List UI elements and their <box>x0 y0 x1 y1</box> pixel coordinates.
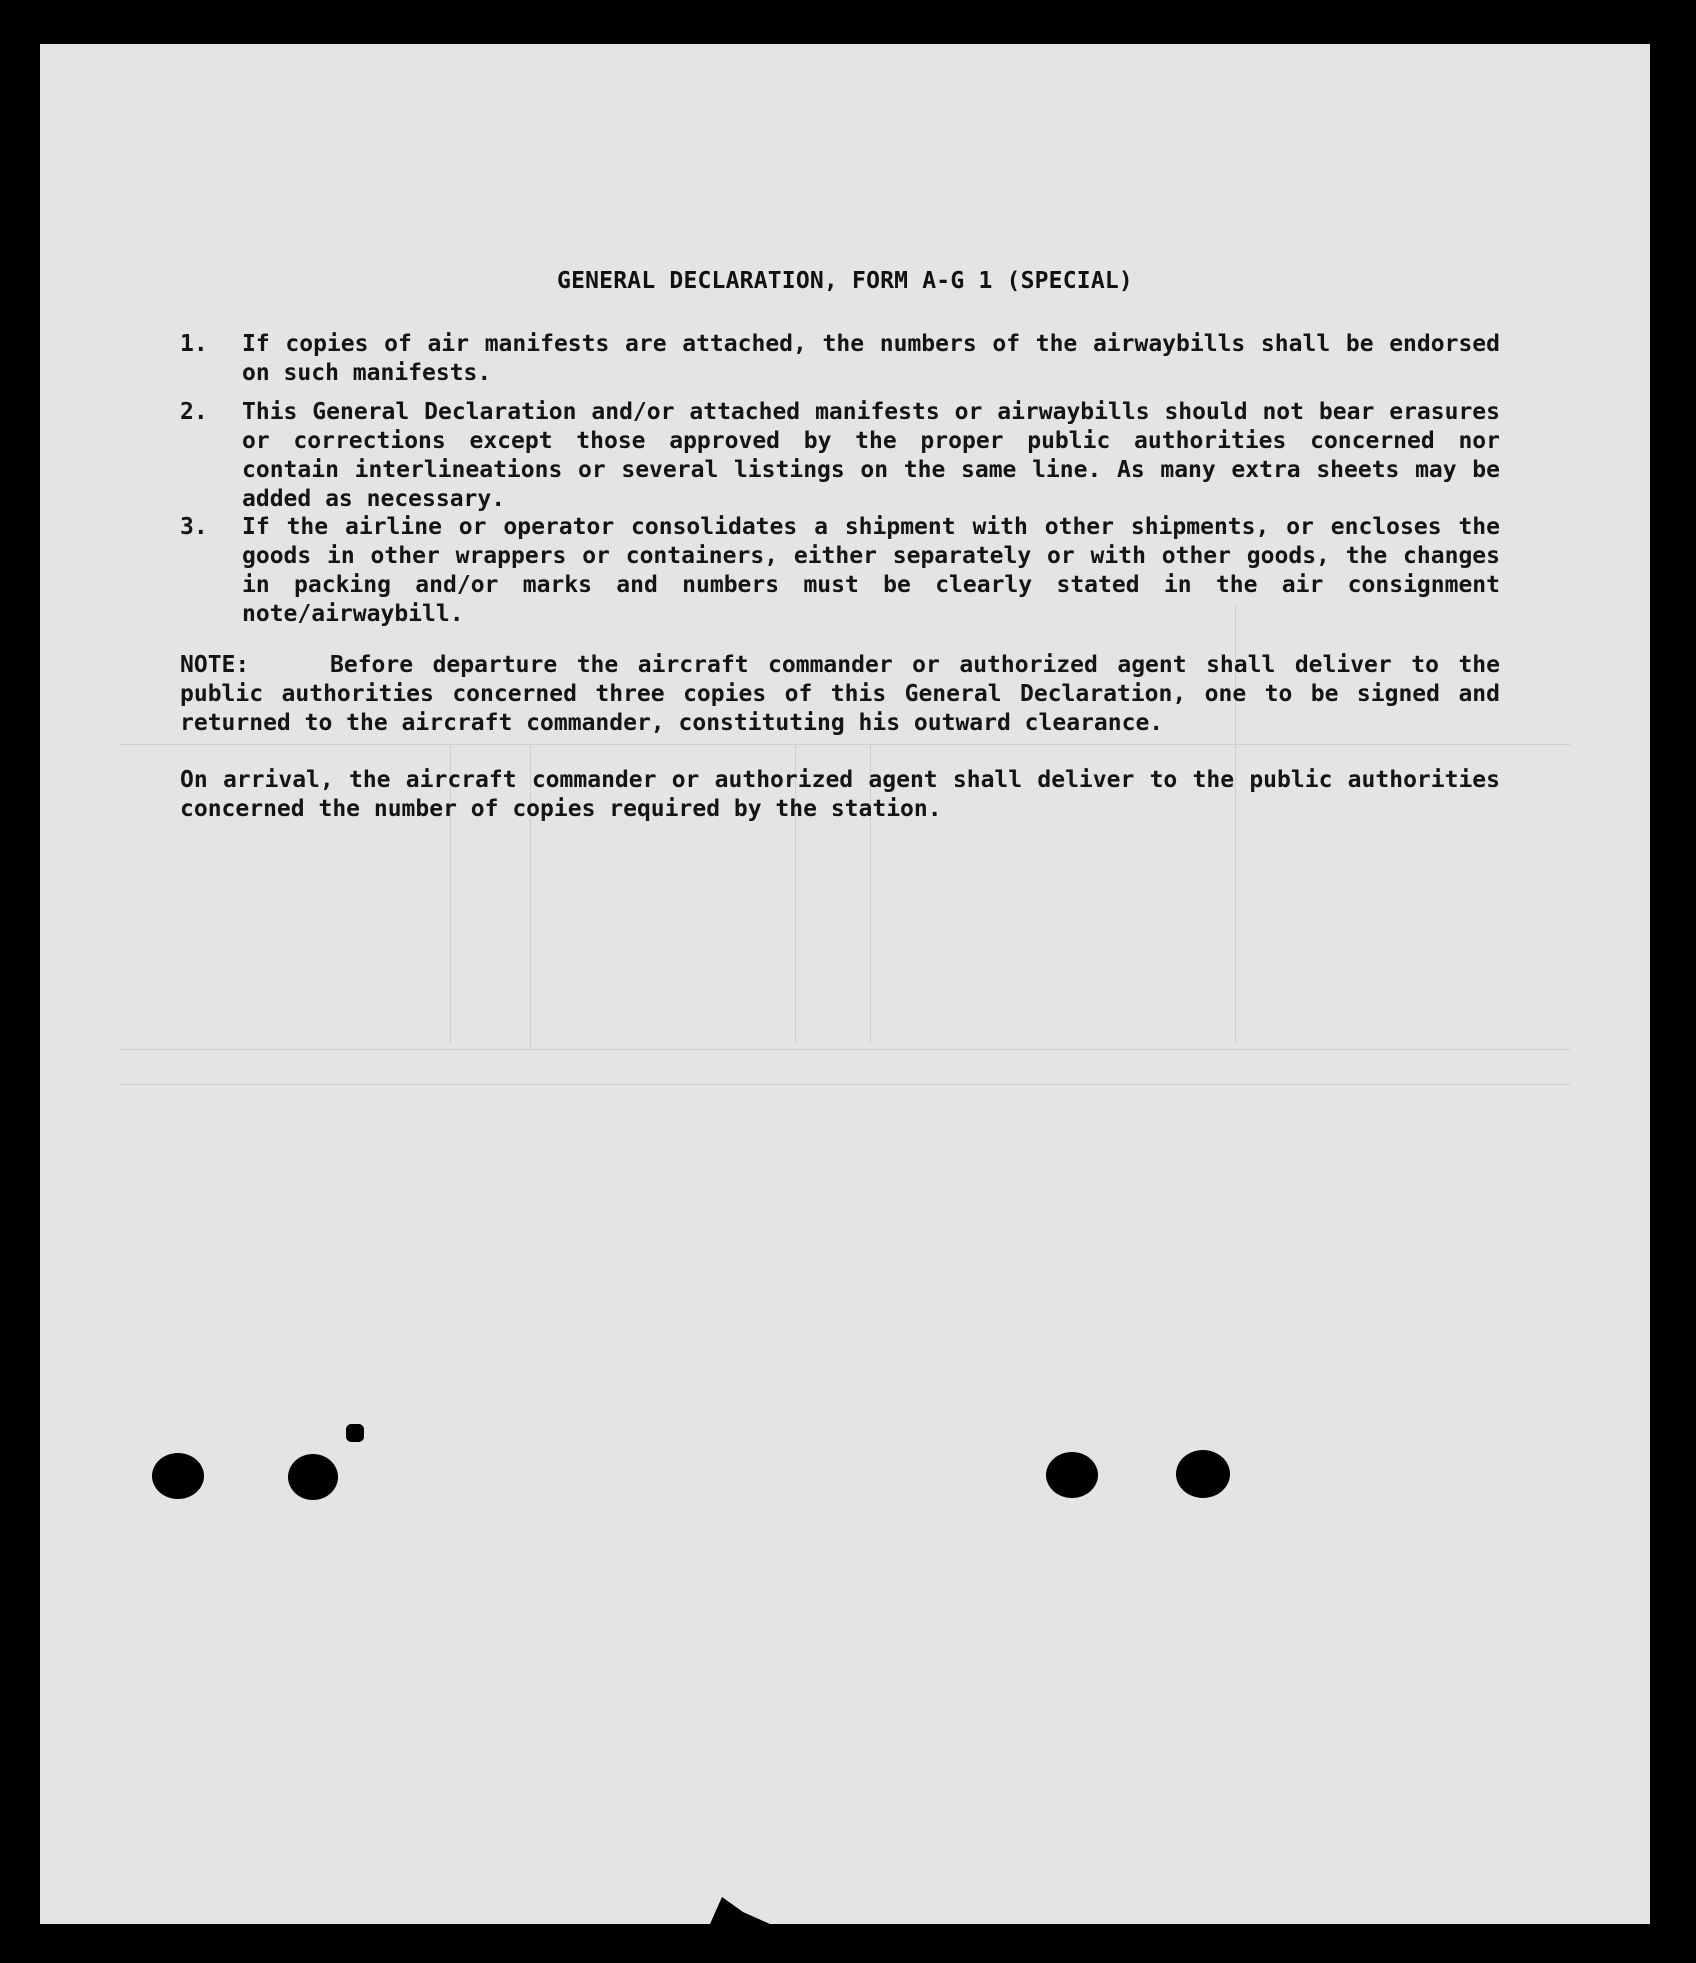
punch-hole <box>1046 1452 1098 1498</box>
list-item <box>180 398 1500 514</box>
list-item-text: If the airline or operator consolidates a shipment with other shipments, or encloses the goods in other wrappers or containers, either separately or with other goods, the changes in packing and/or marks and numbers must be clearly stated in the air consignment note/airwaybill. <box>242 514 1500 627</box>
list-item-number: 1. <box>180 331 208 357</box>
note-label: NOTE: <box>180 652 250 678</box>
arrival-paragraph: On arrival, the aircraft commander or authorized agent shall deliver to the public authorities concerned the number of copies required by the station. <box>180 767 1500 822</box>
list-item-text: This General Declaration and/or attached manifests or airwaybills should not bear erasures or corrections except those approved by the proper public authorities concerned nor contain interlineations or several listings on the same line. As many extra sheets may be added as necessary. <box>242 399 1500 512</box>
list-item-number: 3. <box>180 514 208 540</box>
bleed-through-line <box>120 1049 1570 1050</box>
bleed-through-line <box>120 1084 1570 1085</box>
faded-stamp: ​ <box>998 809 1002 839</box>
page-title: GENERAL DECLARATION, FORM A-G 1 (SPECIAL) <box>557 268 1133 294</box>
bleed-through-line <box>120 744 1570 745</box>
punch-hole <box>152 1453 204 1499</box>
document-page <box>40 44 1650 1924</box>
list-item-number: 2. <box>180 399 208 425</box>
list-item-text: If copies of air manifests are attached, the numbers of the airwaybills shall be endorsed on such manifests. <box>242 331 1500 386</box>
torn-edge <box>710 1894 770 1924</box>
punch-hole <box>1176 1450 1230 1498</box>
list-item <box>180 330 1500 388</box>
list-item <box>180 513 1500 629</box>
note-text: Before departure the aircraft commander or authorized agent shall deliver to the public authorities concerned three copies of this General Declaration, one to be signed and returned to the aircraft commander, constituting his outward clearance. <box>180 652 1500 736</box>
punch-fragment <box>346 1424 364 1442</box>
note-paragraph <box>180 651 1500 738</box>
punch-hole <box>288 1454 338 1500</box>
